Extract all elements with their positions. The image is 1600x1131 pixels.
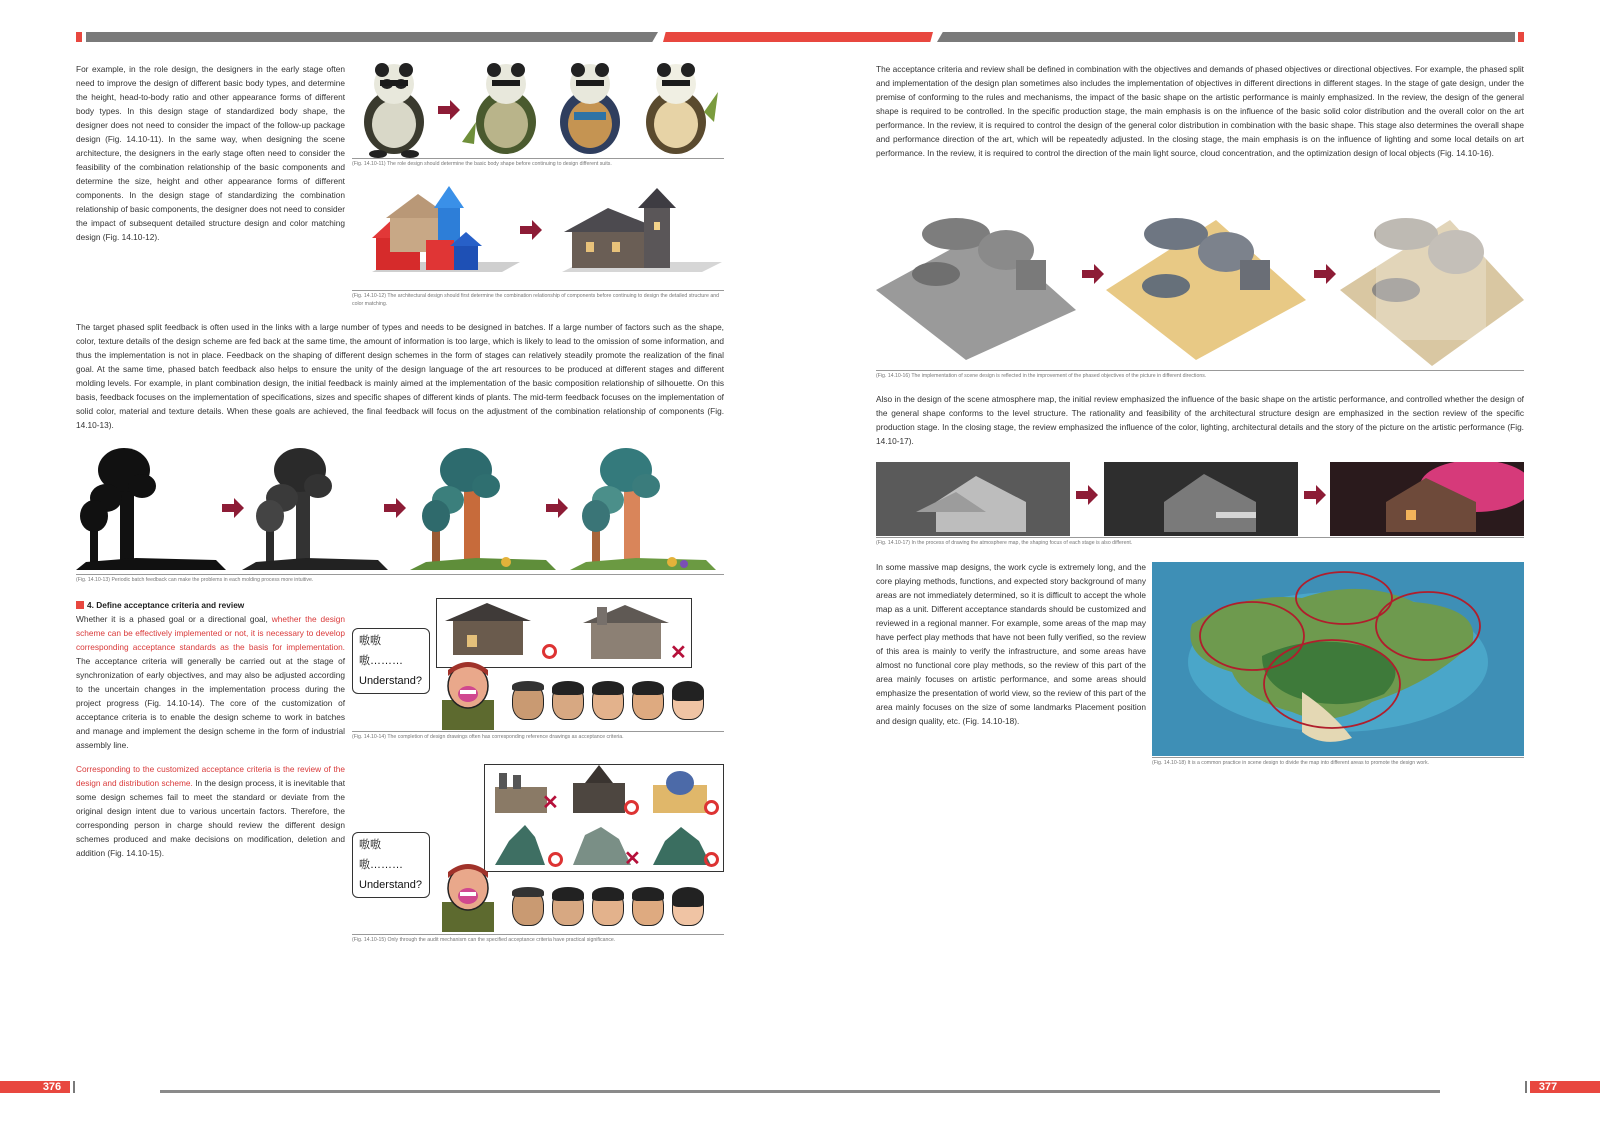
bubble-line-2: Understand? — [359, 879, 422, 891]
header-accent-left — [76, 32, 82, 42]
speech-bubble — [352, 832, 430, 898]
left-para-4 — [76, 762, 345, 860]
fig18-caption: (Fig. 14.10-18) It is a common practice in scene design to divide the map into different areas to promote the design work. — [1152, 757, 1524, 767]
fig13-caption: (Fig. 14.10-13) Periodic batch feedback can make the problems in each molding process more intuitive. — [76, 574, 724, 584]
cross-reject-icon: ✕ — [542, 792, 559, 814]
header-bar-gray-right — [937, 32, 1515, 42]
bubble-line-2: Understand? — [359, 675, 422, 687]
fig15-caption: (Fig. 14.10-15) Only through the audit mechanism can the specified acceptance criteria have practical significance. — [352, 934, 724, 944]
bubble-line-1: 嗷嗷嗷……… — [359, 839, 403, 871]
lead-character — [438, 660, 498, 730]
page-number-left: 376 — [42, 1081, 62, 1093]
circle-ok-icon — [704, 800, 719, 815]
circle-ok-icon — [704, 852, 719, 867]
right-para-3: In some massive map designs, the work cycle is extremely long, and the core playing methods, functions, and expected story background of many areas are not immediately determined, so it is difficult to accept the whole map as a unit. Different acceptance standards should be customized and reviewed in a regional manner. For example, some areas of the map may have perfect play methods that have not been fully verified, so the review of this area is mainly to verify the infrastructure, and some areas have almost no functional core play methods, so the review of this part of the area mainly focuses on artistic performance, and some areas should emphasize the presentation of world view, so the review of this part of the area mainly focuses on the size of some landmarks Placement position and design quality, etc. (Fig. 14.10-18). — [876, 562, 1146, 726]
fig14-reference-frame — [436, 598, 692, 668]
left-para-1: For example, in the role design, the designers in the early stage often need to improve the design of different basic body types, and determine the height, head-to-body ratio and other appearance forms of different body types. In this design stage of standardized body shape, the designer does not need to consider the impact of the follow-up package design (Fig. 14.10-11). In the same way, when designing the scene architecture, the designers in the early stage often need to consider the feasibility of the combination relationship of the basic components and determine the size, height and other appearance forms of different components. In the design stage of standardizing the combination relationship of basic components, the designer does not need to consider the impact of subsequent detailed structure design and color matching design (Fig. 14.10-12). — [76, 64, 345, 242]
fig13-tree-stages — [76, 446, 724, 574]
speech-bubble — [352, 628, 430, 694]
left-para-2: The target phased split feedback is often used in the links with a large number of types and needs to be designed in batches. If a large number of factors such as the shape, color, texture details of the design scheme are fed back at the same time, the amount of information is too large, which is likely to lead to the omission of some information, and thus the implementation is not in place. Feedback on the shaping of different design schemes in the form of stages can relatively steadily promote the realization of the final goal. At the same time, phased batch feedback also helps to ensure the unity of the design language of the art resources to be produced at different stages and different molding levels. For example, in plant combination design, the initial feedback is mainly aimed at the implementation of the basic composition relationship of silhouette. On this basis, feedback focuses on the implementation of specifications, sizes and specific shapes of different kinds of plants. The mid-term feedback focuses on the implementation of solid color, material and texture details. When these goals are achieved, the final feedback will focus on the adjustment of the combination relationship of components (Fig. 14.10-13). — [76, 322, 724, 430]
footer-rule — [160, 1090, 1440, 1093]
bubble-line-1: 嗷嗷嗷……… — [359, 635, 403, 667]
footer-right-tick — [1525, 1081, 1527, 1093]
right-para-2: Also in the design of the scene atmosphere map, the initial review emphasized the influence of the basic shape on the artistic performance, and controlled whether the design of the general shape conforms to the level structure. The rationality and feasibility of the architectural structure design are emphasized in the section review of the specific production stage. In the closing stage, the review emphasized the influence of the color, lighting, architectural details and the story of the picture on the artistic performance (Fig. 14.10-17). — [876, 394, 1524, 446]
para3-highlight: whether the design scheme can be effectively implemented or not, it is necessary to develop corresponding acceptance standards as the basis for implementation. — [76, 614, 345, 652]
circle-ok-icon — [542, 644, 557, 659]
team-member-face — [512, 888, 544, 926]
fig17-caption: (Fig. 14.10-17) In the process of drawing the atmosphere map, the shaping focus of each stage is also different. — [876, 537, 1524, 547]
para4-highlight: Corresponding to the customized acceptance criteria is the review of the design and distribution scheme. — [76, 764, 345, 788]
fig16-caption: (Fig. 14.10-16) The implementation of scene design is reflected in the improvement of the phased objectives of the picture in different directions. — [876, 370, 1524, 380]
para4-text: In the design process, it is inevitable that some design schemes fail to meet the standard or deviate from the original design intent due to various uncertain factors. Therefore, the corresponding person in charge should review the different design schemes produced and make decisions on modification, deletion and addition (Fig. 14.10-15). — [76, 778, 346, 858]
fig11-role-designs — [352, 62, 724, 158]
fig15-review-frame — [484, 764, 724, 872]
team-member-face — [672, 682, 704, 720]
team-member-face — [632, 682, 664, 720]
fig15-review-illustration — [352, 764, 724, 932]
header-accent-right — [1518, 32, 1524, 42]
header-bar-red-center — [663, 32, 933, 42]
left-para-3 — [76, 612, 345, 752]
team-member-face — [512, 682, 544, 720]
team-member-face — [632, 888, 664, 926]
team-member-face — [552, 682, 584, 720]
circle-ok-icon — [624, 800, 639, 815]
right-para-1: The acceptance criteria and review shall be defined in combination with the objectives and demands of phased objectives or directional objectives. For example, the phased split and implementation of the design plan sometimes also includes the implementation of objectives in different directions in different stages. In the stage of gate design, under the premise of conforming to the rules and mechanisms, the impact of the basic shape on the artistic performance is mainly emphasized. In the review, the design of the general shape is required to be controlled. In the specific production stage, the main emphasis is on the influence of the basic solid color distribution and the overall color on the art performance. In the review, it is required to control the design of the general color distribution in combination with the basic shape. This stage also determines the overall shape and performance direction of the art, which will be repeatedly adjusted. In the closing stage, the main emphasis is on the influence of lighting and some local details on art performance. In the review, it is required to control the direction of the main light source, cloud concentration, and the optimization design of local objects (Fig. 14.10-16). — [876, 64, 1524, 158]
cross-reject-icon: ✕ — [624, 848, 641, 870]
team-member-face — [592, 682, 624, 720]
header-bar-gray-left — [86, 32, 658, 42]
fig14-caption: (Fig. 14.10-14) The completion of design drawings often has corresponding reference drawings as acceptance criteria. — [352, 731, 724, 741]
section-heading-marker — [76, 601, 84, 609]
fig12-caption: (Fig. 14.10-12) The architectural design should first determine the combination relationship of components before continuing to design the detailed structure and color matching. — [352, 290, 724, 308]
para3-text-b: The acceptance criteria will generally be carried out at the stage of synchronization of early objectives, and may also be adjusted according to the uncertain changes in the implementation process during the project progress (Fig. 14.10-14). The core of the customization of acceptance criteria is to enable the design scheme to work in batches and manage and implement the design scheme in the form of industrial assembly line. — [76, 656, 345, 750]
team-member-face — [552, 888, 584, 926]
team-member-face — [592, 888, 624, 926]
fig17-atmosphere-stages — [876, 462, 1524, 536]
fig16-scene-stages — [876, 190, 1524, 368]
section-heading: 4. Define acceptance criteria and review — [87, 600, 245, 610]
footer-left-tick — [73, 1081, 75, 1093]
fig14-acceptance-illustration — [352, 598, 724, 730]
circle-ok-icon — [548, 852, 563, 867]
cross-reject-icon: ✕ — [670, 642, 687, 664]
page-number-right: 377 — [1538, 1081, 1558, 1093]
team-member-face — [672, 888, 704, 926]
fig11-caption: (Fig. 14.10-11) The role design should determine the basic body shape before continuing to design different suits. — [352, 158, 724, 168]
lead-character — [438, 862, 498, 932]
fig12-architecture-designs — [372, 186, 724, 282]
fig18-island-map — [1152, 562, 1524, 756]
para3-text-a: Whether it is a phased goal or a directional goal, — [76, 614, 272, 624]
